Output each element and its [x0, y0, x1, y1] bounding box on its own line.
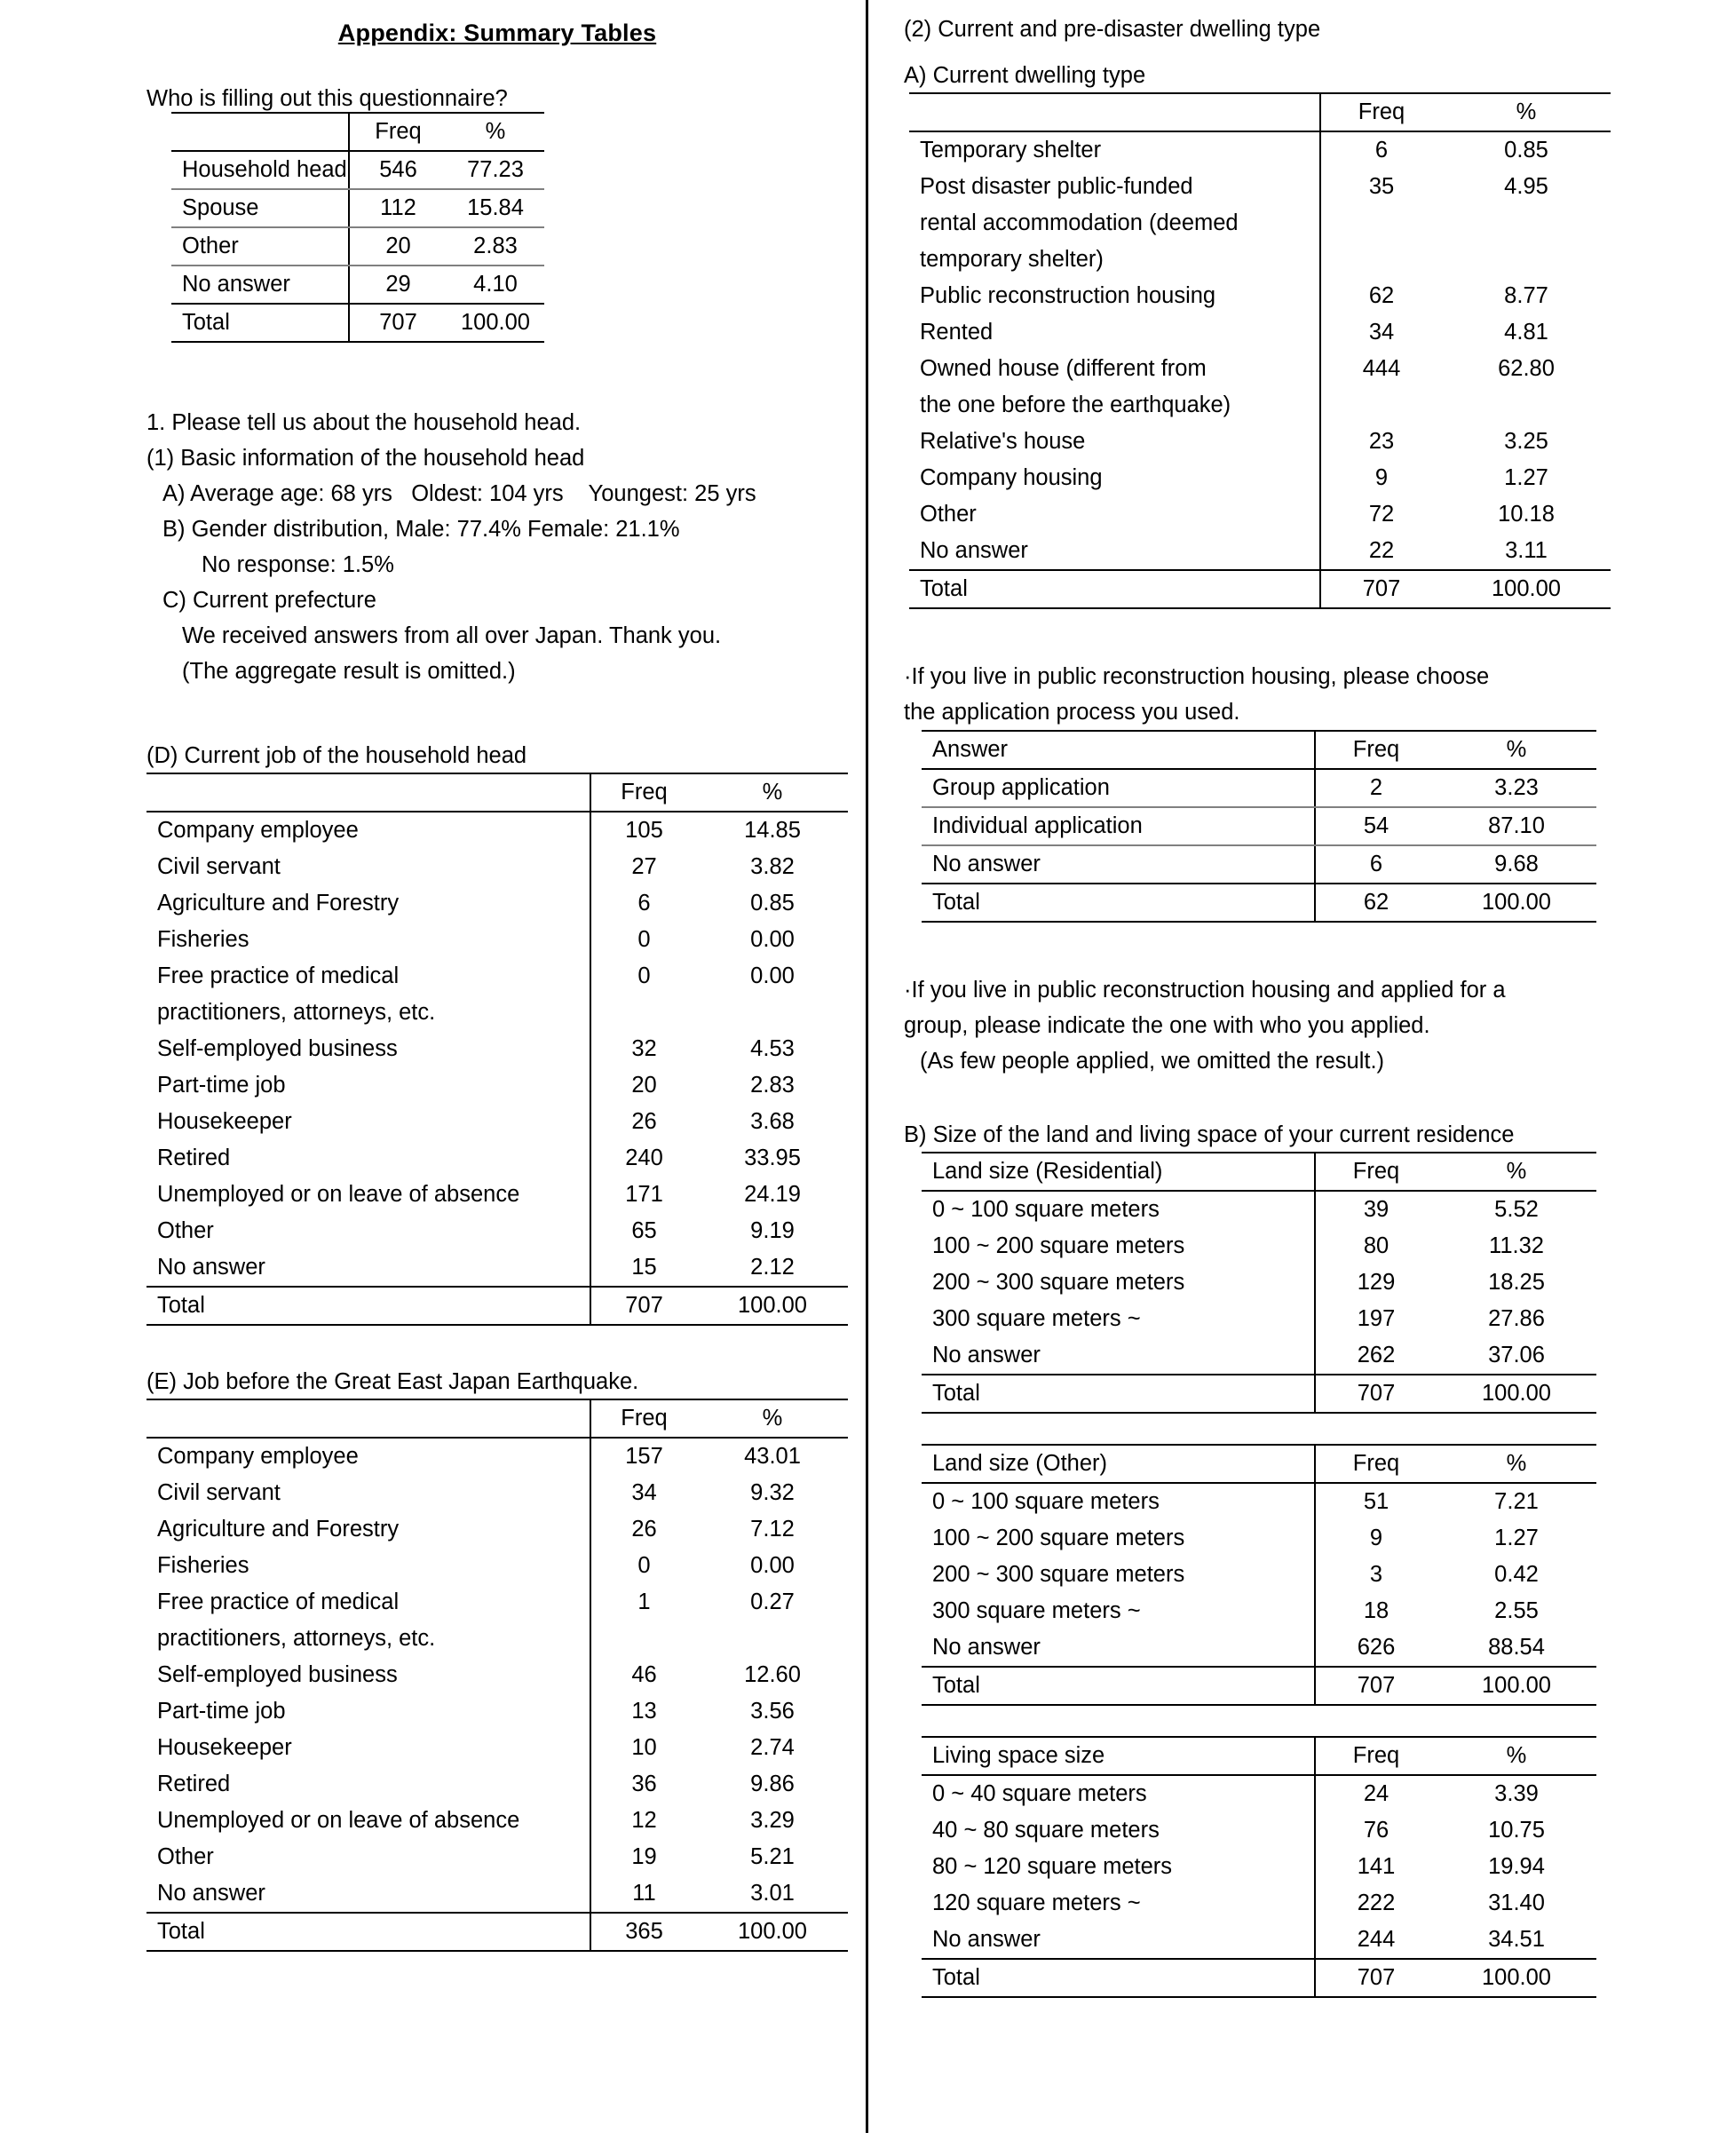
col-header-land-other: Land size (Other)	[922, 1445, 1315, 1483]
table-row: No answer 244 34.51	[922, 1922, 1596, 1959]
section-1-subheading: (1) Basic information of the household head	[146, 446, 585, 471]
table-row: Other 20 2.83	[171, 227, 544, 266]
col-header-freq: Freq	[1315, 1445, 1437, 1483]
table-row: 80 ~ 120 square meters 141 19.94	[922, 1849, 1596, 1885]
table-total-row: Total 707 100.00	[922, 1667, 1596, 1705]
table-row: Household head 546 77.23	[171, 151, 544, 189]
table-row: Fisheries 0 0.00	[146, 1548, 848, 1584]
table-row: 300 square meters ~ 197 27.86	[922, 1301, 1596, 1337]
table-row: 100 ~ 200 square meters 9 1.27	[922, 1520, 1596, 1557]
table-row: rental accommodation (deemed	[909, 205, 1611, 242]
bullet-group-line1: ·If you live in public reconstruction housing and applied for a	[904, 978, 1506, 1003]
table-total-row: Total 707 100.00	[922, 1959, 1596, 1997]
page-title: Appendix: Summary Tables	[337, 20, 657, 46]
table-row: Unemployed or on leave of absence 171 24.19	[146, 1177, 848, 1213]
col-header-living-space: Living space size	[922, 1737, 1315, 1775]
table-row: 200 ~ 300 square meters 3 0.42	[922, 1557, 1596, 1593]
table-row: 120 square meters ~ 222 31.40	[922, 1885, 1596, 1922]
table-row: 100 ~ 200 square meters 80 11.32	[922, 1228, 1596, 1264]
table-row: Owned house (different from 444 62.80	[909, 351, 1611, 387]
table-row: Company employee 105 14.85	[146, 812, 848, 849]
col-header-pct: %	[1442, 93, 1611, 131]
table-row: Relative's house 23 3.25	[909, 424, 1611, 460]
right-column	[904, 0, 1614, 1998]
col-header-pct: %	[1437, 1445, 1596, 1483]
table-header-row	[146, 1399, 848, 1438]
table-row: Post disaster public-funded 35 4.95	[909, 169, 1611, 205]
col-header-freq: Freq	[1315, 731, 1437, 769]
col-header-pct: %	[1437, 1737, 1596, 1775]
col-header-pct: %	[697, 1399, 848, 1438]
table-row: No answer 11 3.01	[146, 1875, 848, 1913]
col-header-freq: Freq	[590, 773, 697, 812]
col-header-freq: Freq	[590, 1399, 697, 1438]
col-header-freq: Freq	[1315, 1737, 1437, 1775]
table-header-row	[922, 1445, 1596, 1483]
table-row: No answer 6 9.68	[922, 845, 1596, 884]
line-prefecture-omitted: (The aggregate result is omitted.)	[182, 659, 516, 684]
table-row: No answer 22 3.11	[909, 533, 1611, 570]
table-row: temporary shelter)	[909, 242, 1611, 278]
bullet-group-line3: (As few people applied, we omitted the result.)	[920, 1049, 1385, 1074]
table-row: Other 19 5.21	[146, 1839, 848, 1875]
table-total-row: Total 707 100.00	[909, 570, 1611, 608]
bullet-application-line2: the application process you used.	[904, 700, 1240, 725]
table-row: No answer 15 2.12	[146, 1249, 848, 1287]
table-row: Part-time job 20 2.83	[146, 1067, 848, 1104]
table-row: Spouse 112 15.84	[171, 189, 544, 227]
line-average-age: A) Average age: 68 yrs Oldest: 104 yrs Youngest: 25 yrs	[162, 481, 756, 506]
column-divider	[866, 0, 868, 2133]
table-total-row: Total 365 100.00	[146, 1913, 848, 1951]
line-gender-distribution: B) Gender distribution, Male: 77.4% Female: 21.1%	[162, 517, 680, 542]
col-header-answer: Answer	[922, 731, 1315, 769]
table-row: Retired 240 33.95	[146, 1140, 848, 1177]
line-prefecture-note: We received answers from all over Japan. Thank you.	[182, 623, 722, 648]
table-row: Company housing 9 1.27	[909, 460, 1611, 496]
table-row: Temporary shelter 6 0.85	[909, 131, 1611, 169]
living-space-size-table	[922, 1736, 1596, 1998]
col-header-pct: %	[697, 773, 848, 812]
bullet-group-line2: group, please indicate the one with who you applied.	[904, 1013, 1430, 1038]
table-header-row	[146, 773, 848, 812]
table-row: practitioners, attorneys, etc.	[146, 995, 848, 1031]
table-row: the one before the earthquake)	[909, 387, 1611, 424]
table-row: Agriculture and Forestry 6 0.85	[146, 885, 848, 922]
land-size-other-table	[922, 1444, 1596, 1706]
table-total-row: Total 707 100.00	[922, 1375, 1596, 1413]
col-header-pct: %	[447, 113, 544, 151]
col-header-freq: Freq	[349, 113, 447, 151]
table-row: 0 ~ 100 square meters 39 5.52	[922, 1191, 1596, 1228]
current-job-table	[146, 773, 848, 1326]
table-row: practitioners, attorneys, etc.	[146, 1621, 848, 1657]
table-row: 300 square meters ~ 18 2.55	[922, 1593, 1596, 1629]
table-row: Housekeeper 26 3.68	[146, 1104, 848, 1140]
section-1-heading: 1. Please tell us about the household head.	[146, 410, 582, 435]
table-row: 40 ~ 80 square meters 76 10.75	[922, 1812, 1596, 1849]
table-row: Agriculture and Forestry 26 7.12	[146, 1511, 848, 1548]
table-header-row	[909, 93, 1611, 131]
table-row: No answer 626 88.54	[922, 1629, 1596, 1667]
application-process-table	[922, 730, 1596, 923]
table-row: Civil servant 34 9.32	[146, 1475, 848, 1511]
bullet-application-line1: ·If you live in public reconstruction housing, please choose	[904, 664, 1490, 689]
col-header-freq: Freq	[1315, 1153, 1437, 1191]
table-row: Other 72 10.18	[909, 496, 1611, 533]
table-row: Fisheries 0 0.00	[146, 922, 848, 958]
table-total-row: Total 62 100.00	[922, 884, 1596, 922]
table-row: 200 ~ 300 square meters 129 18.25	[922, 1264, 1596, 1301]
table-row: No answer 262 37.06	[922, 1337, 1596, 1375]
table-header-row	[922, 731, 1596, 769]
col-header-pct: %	[1437, 731, 1596, 769]
left-column	[146, 0, 848, 1952]
table-header-row	[922, 1737, 1596, 1775]
table-row: Rented 34 4.81	[909, 314, 1611, 351]
section-d-heading: (D) Current job of the household head	[146, 743, 527, 768]
table-row: Part-time job 13 3.56	[146, 1693, 848, 1730]
section-2a-heading: A) Current dwelling type	[904, 63, 1146, 88]
table-row: Self-employed business 46 12.60	[146, 1657, 848, 1693]
table-row: Individual application 54 87.10	[922, 807, 1596, 845]
col-header-pct: %	[1437, 1153, 1596, 1191]
table-row: Public reconstruction housing 62 8.77	[909, 278, 1611, 314]
table-row: No answer 29 4.10	[171, 266, 544, 304]
table-row: Retired 36 9.86	[146, 1766, 848, 1803]
respondent-table	[171, 112, 544, 343]
table-row: 0 ~ 40 square meters 24 3.39	[922, 1775, 1596, 1812]
land-size-residential-table	[922, 1152, 1596, 1414]
current-dwelling-table	[909, 92, 1611, 609]
table-row: Unemployed or on leave of absence 12 3.29	[146, 1803, 848, 1839]
col-header-land-residential: Land size (Residential)	[922, 1153, 1315, 1191]
col-header-freq: Freq	[1320, 93, 1442, 131]
table-row: Self-employed business 32 4.53	[146, 1031, 848, 1067]
questionnaire-question: Who is filling out this questionnaire?	[146, 86, 508, 111]
section-e-heading: (E) Job before the Great East Japan Earthquake.	[146, 1369, 639, 1394]
section-2b-heading: B) Size of the land and living space of your current residence	[904, 1122, 1515, 1147]
table-row: Civil servant 27 3.82	[146, 849, 848, 885]
line-no-response: No response: 1.5%	[202, 552, 394, 577]
table-total-row: Total 707 100.00	[171, 304, 544, 342]
table-row: 0 ~ 100 square meters 51 7.21	[922, 1483, 1596, 1520]
previous-job-table	[146, 1399, 848, 1952]
section-2-heading: (2) Current and pre-disaster dwelling type	[904, 17, 1321, 42]
table-header-row	[171, 113, 544, 151]
table-row: Group application 2 3.23	[922, 769, 1596, 807]
table-row: Housekeeper 10 2.74	[146, 1730, 848, 1766]
table-row: Other 65 9.19	[146, 1213, 848, 1249]
table-row: Free practice of medical 1 0.27	[146, 1584, 848, 1621]
line-current-prefecture: C) Current prefecture	[162, 588, 376, 613]
table-total-row: Total 707 100.00	[146, 1287, 848, 1325]
table-row: Company employee 157 43.01	[146, 1438, 848, 1475]
table-header-row	[922, 1153, 1596, 1191]
table-row: Free practice of medical 0 0.00	[146, 958, 848, 995]
